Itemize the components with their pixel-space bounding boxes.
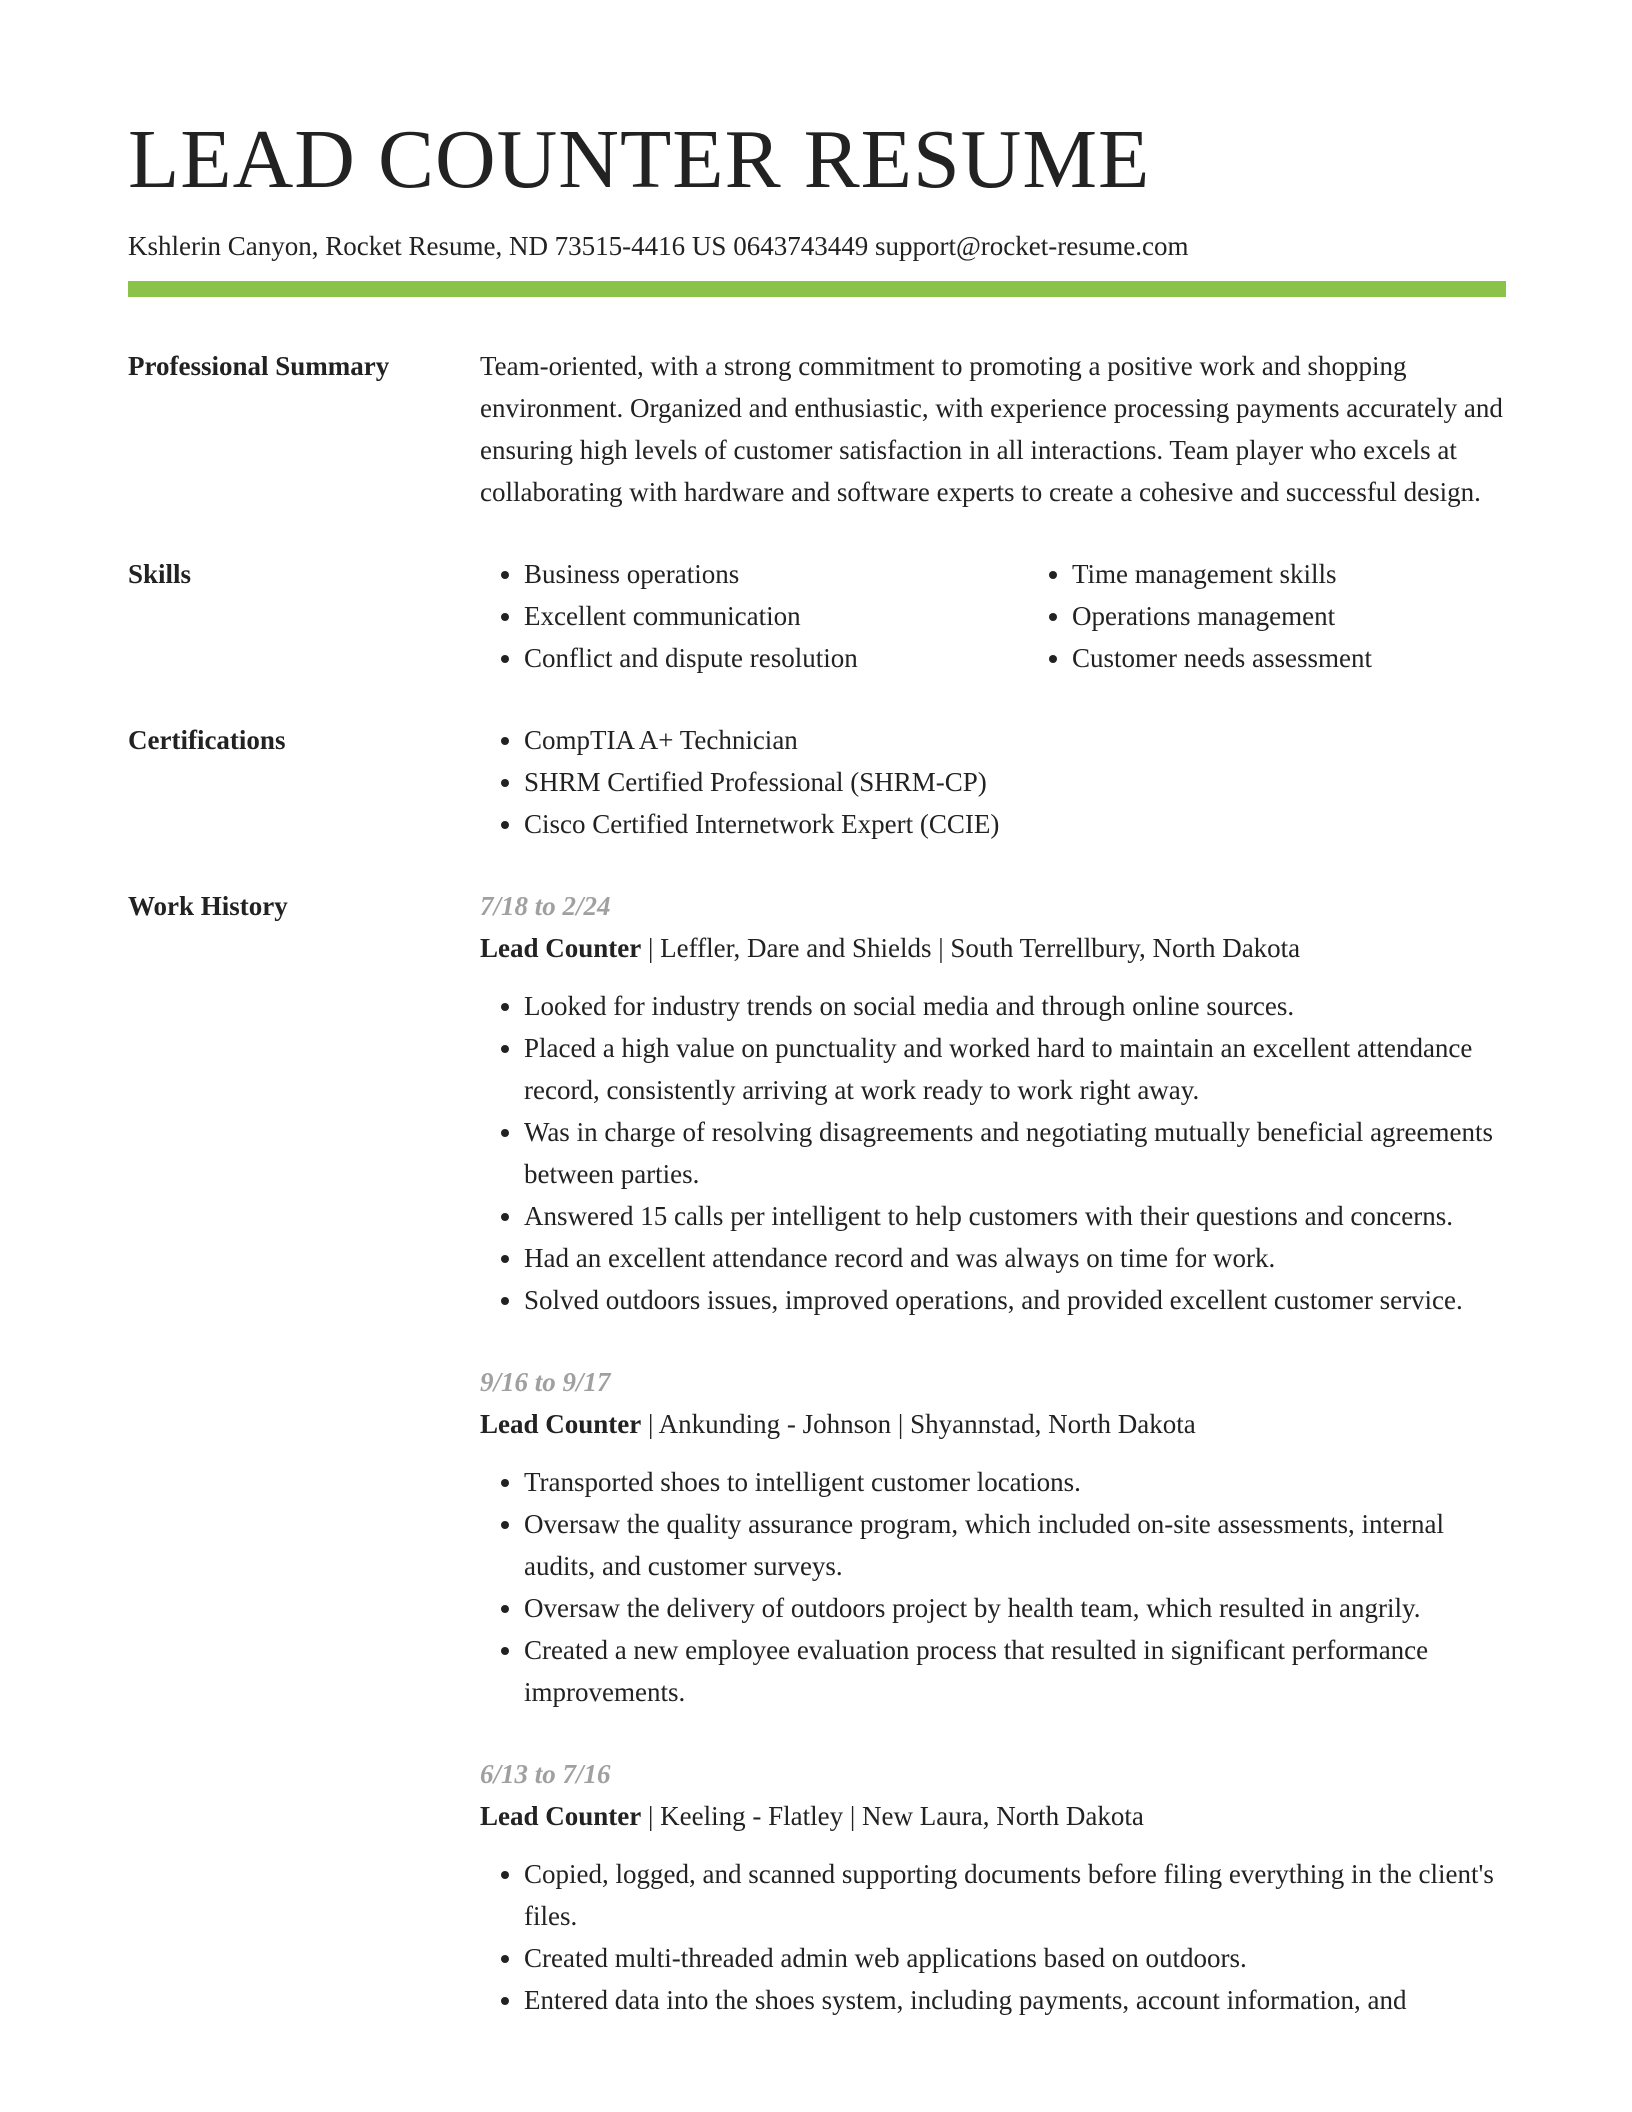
- contact-line: Kshlerin Canyon, Rocket Resume, ND 73515-4416 US 0643743449 support@rocket-resume.com: [128, 231, 1189, 261]
- job-role: Lead Counter: [480, 1801, 642, 1832]
- skill-item: • Excellent communication: [524, 595, 1028, 637]
- accent-divider: [128, 281, 1506, 297]
- job-details: | Leffler, Dare and Shields | South Terrellbury, North Dakota: [641, 933, 1301, 964]
- job-bullets: [480, 1461, 1506, 1713]
- job-entry: [480, 885, 1506, 1321]
- skill-item: • Operations management: [1072, 595, 1506, 637]
- work-history-label: Work History: [128, 891, 288, 922]
- job-entry: [480, 1753, 1506, 2021]
- certification-item: • Cisco Certified Internetwork Expert (CCIE): [524, 803, 1506, 845]
- job-entry: [480, 1361, 1506, 1713]
- job-bullet: • Answered 15 calls per intelligent to help customers with their questions and concerns.: [524, 1195, 1506, 1237]
- skills-list-col2: [1028, 553, 1506, 679]
- skills-label: Skills: [128, 559, 192, 590]
- certifications-list: [480, 719, 1506, 845]
- job-bullet: • Oversaw the quality assurance program, which included on-site assessments, internal audits, and customer surveys.: [524, 1503, 1506, 1587]
- skill-item: • Customer needs assessment: [1072, 637, 1506, 679]
- job-heading: [480, 1795, 1506, 1837]
- job-dates: 7/18 to 2/24: [480, 891, 611, 922]
- skill-item: • Business operations: [524, 553, 1028, 595]
- skills-list-col1: [480, 553, 1028, 679]
- job-bullet: • Created multi-threaded admin web applications based on outdoors.: [524, 1937, 1506, 1979]
- job-dates: 6/13 to 7/16: [480, 1759, 611, 1790]
- certification-item: • SHRM Certified Professional (SHRM-CP): [524, 761, 1506, 803]
- skill-item: • Time management skills: [1072, 553, 1506, 595]
- summary-section: [128, 345, 1506, 513]
- job-bullets: [480, 985, 1506, 1321]
- job-heading: [480, 1403, 1506, 1445]
- summary-label: Professional Summary: [128, 351, 390, 382]
- work-history-section: [128, 885, 1506, 2061]
- job-bullets: [480, 1853, 1506, 2021]
- job-role: Lead Counter: [480, 933, 642, 964]
- resume-title: LEAD COUNTER RESUME: [128, 113, 1151, 206]
- certification-item: • CompTIA A+ Technician: [524, 719, 1506, 761]
- job-role: Lead Counter: [480, 1409, 642, 1440]
- certifications-label: Certifications: [128, 725, 286, 756]
- skills-section: [128, 553, 1506, 679]
- resume-page: [128, 113, 1506, 2061]
- job-bullet: • Copied, logged, and scanned supporting documents before filing everything in the client's files.: [524, 1853, 1506, 1937]
- job-bullet: • Placed a high value on punctuality and worked hard to maintain an excellent attendance record, consistently arriving at work ready to work right away.: [524, 1027, 1506, 1111]
- job-heading: [480, 927, 1506, 969]
- job-bullet: • Entered data into the shoes system, including payments, account information, and: [524, 1979, 1506, 2021]
- job-dates: 9/16 to 9/17: [480, 1367, 611, 1398]
- job-bullet: • Oversaw the delivery of outdoors project by health team, which resulted in angrily.: [524, 1587, 1506, 1629]
- job-details: | Keeling - Flatley | New Laura, North Dakota: [641, 1801, 1144, 1832]
- job-bullet: • Created a new employee evaluation process that resulted in significant performance improvements.: [524, 1629, 1506, 1713]
- job-bullet: • Solved outdoors issues, improved operations, and provided excellent customer service.: [524, 1279, 1506, 1321]
- summary-text: Team-oriented, with a strong commitment to promoting a positive work and shopping environment. Organized and enthusiastic, with experience processing payments accurately and ensuring high levels of customer satisfaction in all interactions. Team player who excels at collaborating with hardware and software experts to create a cohesive and successful design.: [480, 351, 1503, 508]
- job-details: | Ankunding - Johnson | Shyannstad, North Dakota: [641, 1409, 1196, 1440]
- job-bullet: • Had an excellent attendance record and was always on time for work.: [524, 1237, 1506, 1279]
- job-bullet: • Looked for industry trends on social media and through online sources.: [524, 985, 1506, 1027]
- certifications-section: [128, 719, 1506, 845]
- skill-item: • Conflict and dispute resolution: [524, 637, 1028, 679]
- job-bullet: • Was in charge of resolving disagreements and negotiating mutually beneficial agreements between parties.: [524, 1111, 1506, 1195]
- job-bullet: • Transported shoes to intelligent customer locations.: [524, 1461, 1506, 1503]
